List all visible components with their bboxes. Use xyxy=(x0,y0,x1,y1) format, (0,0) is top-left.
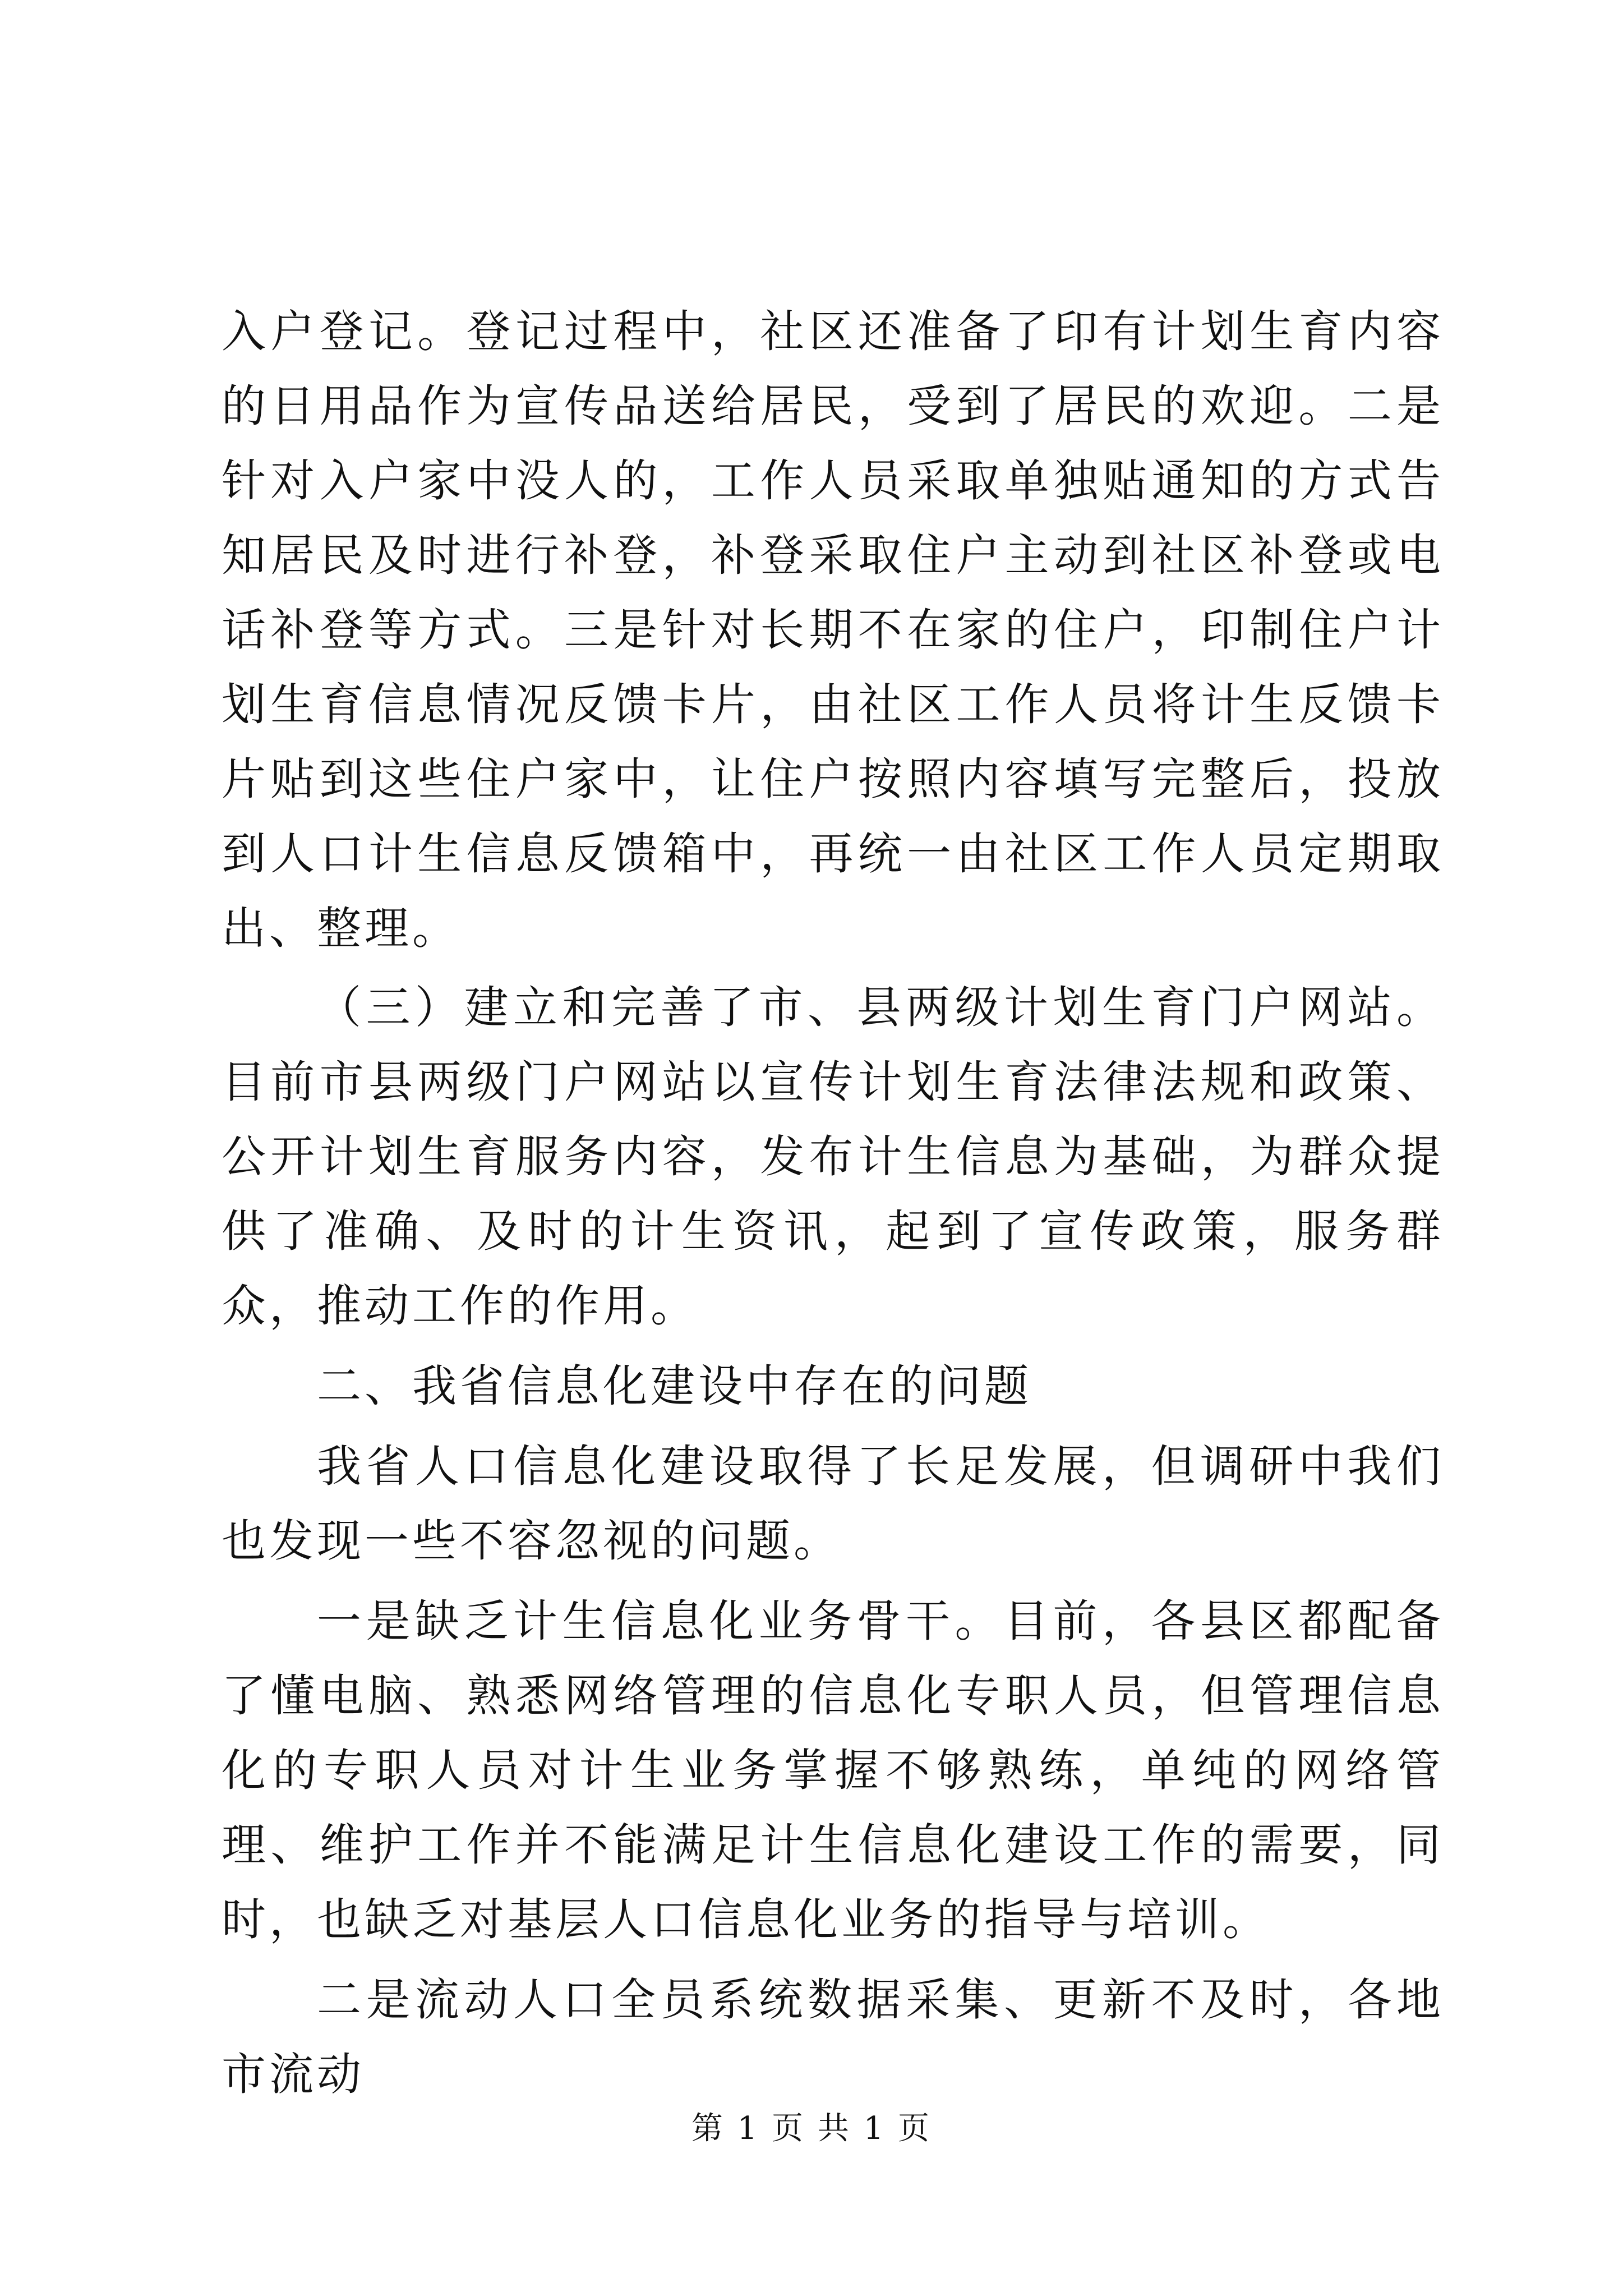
paragraph-registration-measures: 入户登记。登记过程中，社区还准备了印有计划生育内容的日用品作为宣传品送给居民，受到了居民的欢迎。二是针对入户家中没人的，工作人员采取单独贴通知的方式告知居民及时进行补登，补登采取住户主动到社区补登或电话补登等方式。三是针对长期不在家的住户，印制住户计划生育信息情况反馈卡片，由社区工作人员将计生反馈卡片贴到这些住户家中，让住户按照内容填写完整后，投放到人口计生信息反馈箱中，再统一由社区工作人员定期取出、整理。 xyxy=(222,306,1444,954)
paragraph-problems-intro: 我省人口信息化建设取得了长足发展，但调研中我们也发现一些不容忽视的问题。 xyxy=(222,1441,1444,1567)
section-heading-problems: 二、我省信息化建设中存在的问题 xyxy=(317,1360,1032,1412)
paragraph-problem-one: 一是缺乏计生信息化业务骨干。目前，各县区都配备了懂电脑、熟悉网络管理的信息化专职人员，但管理信息化的专职人员对计生业务掌握不够熟练，单纯的网络管理、维护工作并不能满足计生信息化建设工作的需要，同时，也缺乏对基层人口信息化业务的指导与培训。 xyxy=(222,1595,1444,1945)
document-body xyxy=(222,295,1444,2112)
paragraph-portal-websites: （三）建立和完善了市、县两级计划生育门户网站。目前市县两级门户网站以宣传计划生育法律法规和政策、公开计划生育服务内容，发布计生信息为基础，为群众提供了准确、及时的计生资讯，起到了宣传政策，服务群众，推动工作的作用。 xyxy=(222,982,1444,1332)
page-footer: 第 1 页 共 1 页 xyxy=(691,2110,932,2147)
paragraph-problem-two: 二是流动人口全员系统数据采集、更新不及时，各地市流动 xyxy=(222,1974,1444,2100)
